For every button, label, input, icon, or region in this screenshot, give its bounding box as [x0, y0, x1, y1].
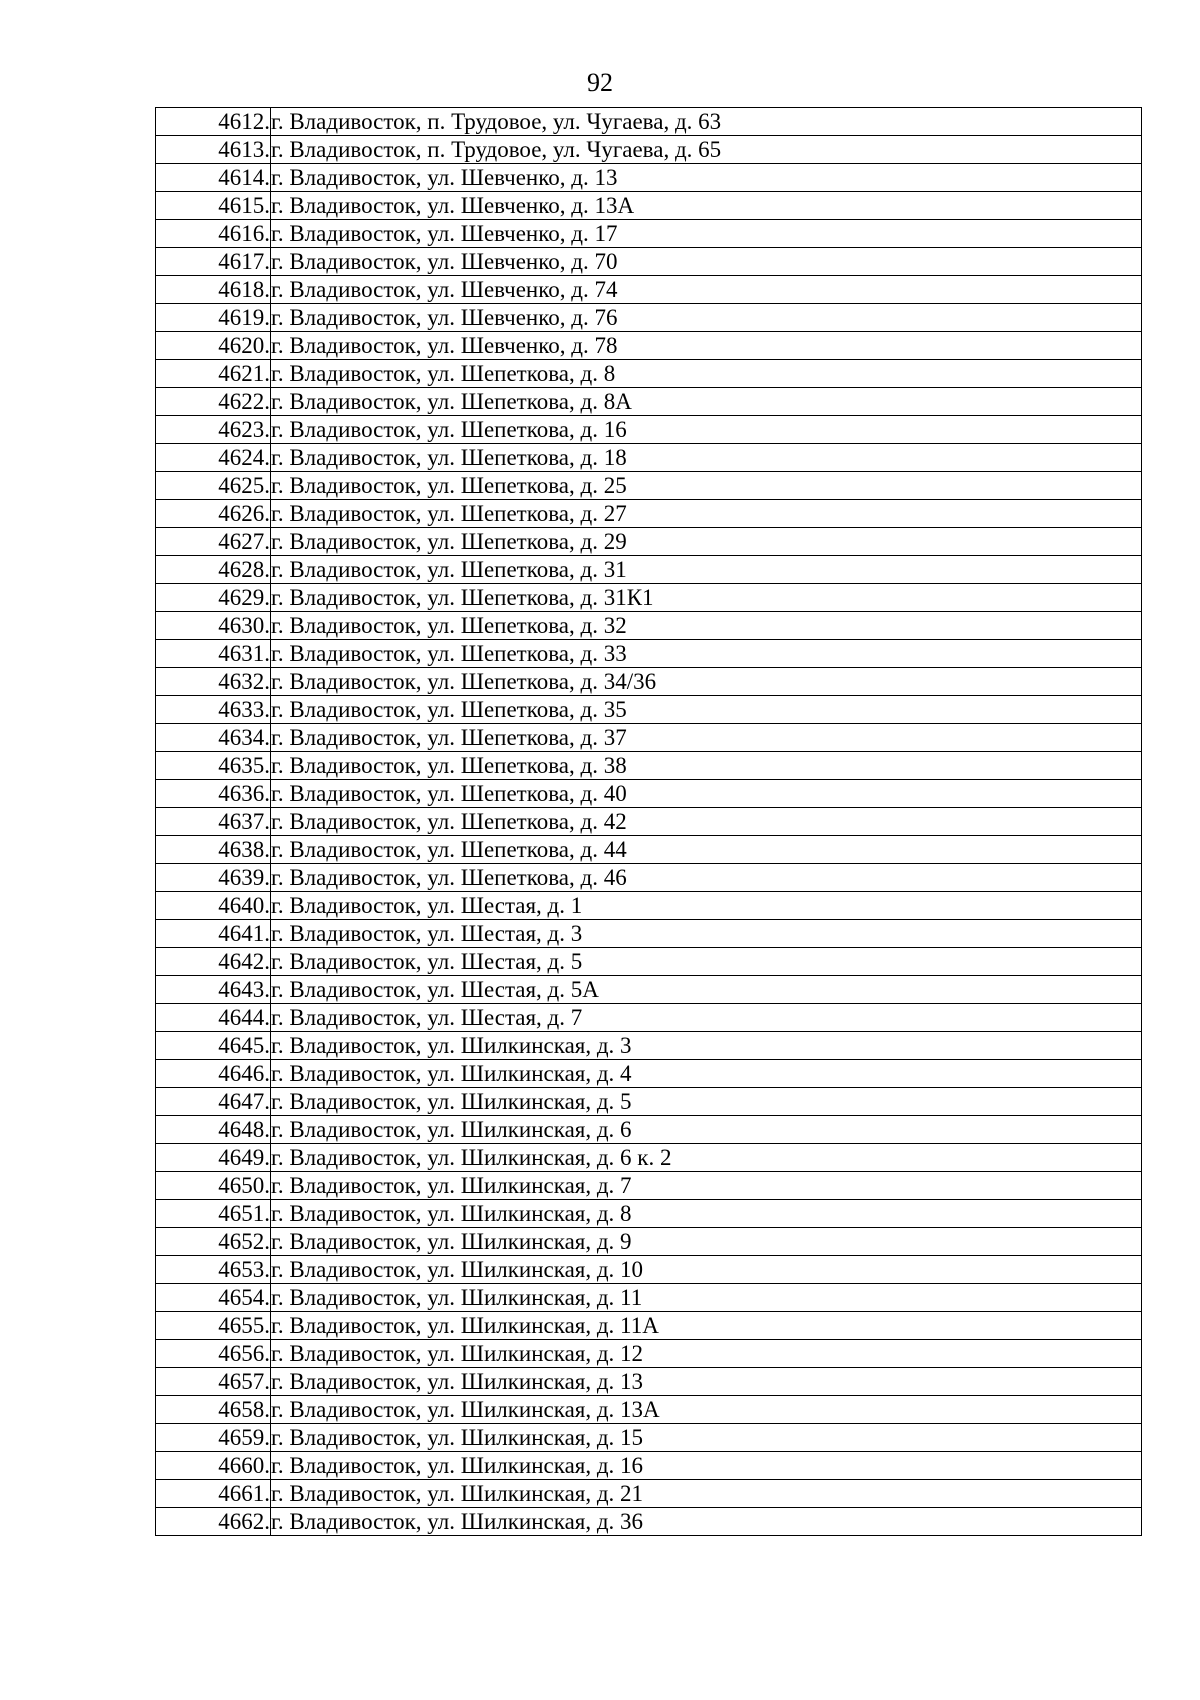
- table-row: [156, 472, 1142, 500]
- row-number: 4650.: [156, 1172, 271, 1200]
- row-address: г. Владивосток, ул. Шестая, д. 5А: [271, 976, 1142, 1004]
- row-address: г. Владивосток, ул. Шилкинская, д. 36: [271, 1508, 1142, 1536]
- row-address: г. Владивосток, ул. Шилкинская, д. 21: [271, 1480, 1142, 1508]
- row-address: г. Владивосток, ул. Шилкинская, д. 13А: [271, 1396, 1142, 1424]
- row-address: г. Владивосток, ул. Шепеткова, д. 46: [271, 864, 1142, 892]
- row-address: г. Владивосток, п. Трудовое, ул. Чугаева, д. 63: [271, 108, 1142, 136]
- table-row: [156, 1116, 1142, 1144]
- row-number: 4640.: [156, 892, 271, 920]
- row-number: 4636.: [156, 780, 271, 808]
- row-number: 4616.: [156, 220, 271, 248]
- row-address: г. Владивосток, ул. Шевченко, д. 17: [271, 220, 1142, 248]
- row-address: г. Владивосток, ул. Шилкинская, д. 3: [271, 1032, 1142, 1060]
- row-address: г. Владивосток, ул. Шилкинская, д. 11: [271, 1284, 1142, 1312]
- table-row: [156, 920, 1142, 948]
- row-address: г. Владивосток, ул. Шепеткова, д. 33: [271, 640, 1142, 668]
- table-row: [156, 1060, 1142, 1088]
- table-row: [156, 1480, 1142, 1508]
- table-row: [156, 1284, 1142, 1312]
- row-number: 4652.: [156, 1228, 271, 1256]
- table-row: [156, 1228, 1142, 1256]
- table-row: [156, 948, 1142, 976]
- table-row: [156, 584, 1142, 612]
- address-table-body: [156, 108, 1142, 1536]
- row-address: г. Владивосток, ул. Шевченко, д. 76: [271, 304, 1142, 332]
- row-address: г. Владивосток, ул. Шилкинская, д. 6: [271, 1116, 1142, 1144]
- row-address: г. Владивосток, ул. Шепеткова, д. 18: [271, 444, 1142, 472]
- row-number: 4639.: [156, 864, 271, 892]
- row-number: 4642.: [156, 948, 271, 976]
- table-row: [156, 108, 1142, 136]
- table-row: [156, 1200, 1142, 1228]
- table-row: [156, 1256, 1142, 1284]
- table-row: [156, 976, 1142, 1004]
- table-row: [156, 640, 1142, 668]
- row-number: 4631.: [156, 640, 271, 668]
- table-row: [156, 1396, 1142, 1424]
- table-row: [156, 724, 1142, 752]
- row-address: г. Владивосток, ул. Шилкинская, д. 15: [271, 1424, 1142, 1452]
- table-row: [156, 1452, 1142, 1480]
- row-address: г. Владивосток, ул. Шилкинская, д. 12: [271, 1340, 1142, 1368]
- row-number: 4653.: [156, 1256, 271, 1284]
- row-number: 4641.: [156, 920, 271, 948]
- row-address: г. Владивосток, ул. Шестая, д. 7: [271, 1004, 1142, 1032]
- table-row: [156, 192, 1142, 220]
- row-address: г. Владивосток, ул. Шепеткова, д. 42: [271, 808, 1142, 836]
- row-address: г. Владивосток, ул. Шилкинская, д. 7: [271, 1172, 1142, 1200]
- row-address: г. Владивосток, ул. Шепеткова, д. 37: [271, 724, 1142, 752]
- row-address: г. Владивосток, ул. Шевченко, д. 13: [271, 164, 1142, 192]
- table-row: [156, 780, 1142, 808]
- row-number: 4658.: [156, 1396, 271, 1424]
- row-address: г. Владивосток, ул. Шепеткова, д. 38: [271, 752, 1142, 780]
- row-address: г. Владивосток, ул. Шепеткова, д. 40: [271, 780, 1142, 808]
- row-number: 4615.: [156, 192, 271, 220]
- row-number: 4614.: [156, 164, 271, 192]
- row-number: 4654.: [156, 1284, 271, 1312]
- row-number: 4657.: [156, 1368, 271, 1396]
- row-address: г. Владивосток, ул. Шепеткова, д. 25: [271, 472, 1142, 500]
- table-row: [156, 696, 1142, 724]
- row-number: 4635.: [156, 752, 271, 780]
- row-number: 4628.: [156, 556, 271, 584]
- row-address: г. Владивосток, ул. Шилкинская, д. 5: [271, 1088, 1142, 1116]
- row-number: 4629.: [156, 584, 271, 612]
- table-row: [156, 248, 1142, 276]
- table-row: [156, 556, 1142, 584]
- table-row: [156, 1424, 1142, 1452]
- row-address: г. Владивосток, ул. Шилкинская, д. 13: [271, 1368, 1142, 1396]
- table-row: [156, 612, 1142, 640]
- row-address: г. Владивосток, ул. Шевченко, д. 78: [271, 332, 1142, 360]
- table-row: [156, 892, 1142, 920]
- row-address: г. Владивосток, ул. Шепеткова, д. 31К1: [271, 584, 1142, 612]
- table-row: [156, 864, 1142, 892]
- row-number: 4646.: [156, 1060, 271, 1088]
- row-number: 4621.: [156, 360, 271, 388]
- row-number: 4645.: [156, 1032, 271, 1060]
- row-address: г. Владивосток, ул. Шепеткова, д. 16: [271, 416, 1142, 444]
- table-row: [156, 276, 1142, 304]
- row-number: 4625.: [156, 472, 271, 500]
- row-number: 4644.: [156, 1004, 271, 1032]
- row-address: г. Владивосток, ул. Шестая, д. 3: [271, 920, 1142, 948]
- row-number: 4637.: [156, 808, 271, 836]
- table-row: [156, 304, 1142, 332]
- row-number: 4655.: [156, 1312, 271, 1340]
- row-number: 4661.: [156, 1480, 271, 1508]
- row-number: 4623.: [156, 416, 271, 444]
- row-number: 4651.: [156, 1200, 271, 1228]
- address-table: [155, 107, 1142, 1536]
- row-number: 4638.: [156, 836, 271, 864]
- row-address: г. Владивосток, ул. Шепеткова, д. 27: [271, 500, 1142, 528]
- row-number: 4618.: [156, 276, 271, 304]
- row-address: г. Владивосток, ул. Шестая, д. 1: [271, 892, 1142, 920]
- row-address: г. Владивосток, ул. Шепеткова, д. 35: [271, 696, 1142, 724]
- table-row: [156, 752, 1142, 780]
- table-row: [156, 668, 1142, 696]
- table-row: [156, 528, 1142, 556]
- row-number: 4662.: [156, 1508, 271, 1536]
- page-number: 92: [587, 68, 613, 97]
- row-number: 4656.: [156, 1340, 271, 1368]
- row-address: г. Владивосток, ул. Шилкинская, д. 6 к. 2: [271, 1144, 1142, 1172]
- row-number: 4624.: [156, 444, 271, 472]
- row-address: г. Владивосток, ул. Шилкинская, д. 8: [271, 1200, 1142, 1228]
- table-row: [156, 1368, 1142, 1396]
- table-row: [156, 1508, 1142, 1536]
- row-number: 4626.: [156, 500, 271, 528]
- row-address: г. Владивосток, ул. Шевченко, д. 70: [271, 248, 1142, 276]
- row-number: 4622.: [156, 388, 271, 416]
- table-row: [156, 164, 1142, 192]
- row-address: г. Владивосток, ул. Шестая, д. 5: [271, 948, 1142, 976]
- row-address: г. Владивосток, ул. Шилкинская, д. 11А: [271, 1312, 1142, 1340]
- table-row: [156, 1172, 1142, 1200]
- row-address: г. Владивосток, ул. Шепеткова, д. 44: [271, 836, 1142, 864]
- table-row: [156, 1144, 1142, 1172]
- row-address: г. Владивосток, ул. Шепеткова, д. 8: [271, 360, 1142, 388]
- table-row: [156, 1088, 1142, 1116]
- row-number: 4649.: [156, 1144, 271, 1172]
- table-row: [156, 220, 1142, 248]
- row-address: г. Владивосток, ул. Шепеткова, д. 8А: [271, 388, 1142, 416]
- row-address: г. Владивосток, ул. Шилкинская, д. 10: [271, 1256, 1142, 1284]
- row-address: г. Владивосток, ул. Шилкинская, д. 9: [271, 1228, 1142, 1256]
- table-row: [156, 332, 1142, 360]
- row-number: 4647.: [156, 1088, 271, 1116]
- table-row: [156, 836, 1142, 864]
- row-number: 4660.: [156, 1452, 271, 1480]
- table-row: [156, 1312, 1142, 1340]
- row-address: г. Владивосток, ул. Шевченко, д. 74: [271, 276, 1142, 304]
- row-number: 4620.: [156, 332, 271, 360]
- row-address: г. Владивосток, ул. Шепеткова, д. 29: [271, 528, 1142, 556]
- row-address: г. Владивосток, ул. Шепеткова, д. 31: [271, 556, 1142, 584]
- table-row: [156, 444, 1142, 472]
- row-address: г. Владивосток, ул. Шепеткова, д. 34/36: [271, 668, 1142, 696]
- row-number: 4613.: [156, 136, 271, 164]
- table-row: [156, 500, 1142, 528]
- row-number: 4627.: [156, 528, 271, 556]
- row-address: г. Владивосток, ул. Шилкинская, д. 16: [271, 1452, 1142, 1480]
- table-row: [156, 388, 1142, 416]
- row-number: 4633.: [156, 696, 271, 724]
- table-row: [156, 1004, 1142, 1032]
- row-address: г. Владивосток, ул. Шепеткова, д. 32: [271, 612, 1142, 640]
- row-number: 4634.: [156, 724, 271, 752]
- table-row: [156, 136, 1142, 164]
- row-number: 4617.: [156, 248, 271, 276]
- row-address: г. Владивосток, ул. Шилкинская, д. 4: [271, 1060, 1142, 1088]
- row-address: г. Владивосток, ул. Шевченко, д. 13А: [271, 192, 1142, 220]
- row-number: 4630.: [156, 612, 271, 640]
- table-row: [156, 808, 1142, 836]
- table-row: [156, 416, 1142, 444]
- row-number: 4612.: [156, 108, 271, 136]
- row-address: г. Владивосток, п. Трудовое, ул. Чугаева, д. 65: [271, 136, 1142, 164]
- row-number: 4619.: [156, 304, 271, 332]
- table-row: [156, 1032, 1142, 1060]
- row-number: 4659.: [156, 1424, 271, 1452]
- row-number: 4648.: [156, 1116, 271, 1144]
- row-number: 4632.: [156, 668, 271, 696]
- row-number: 4643.: [156, 976, 271, 1004]
- table-row: [156, 1340, 1142, 1368]
- table-row: [156, 360, 1142, 388]
